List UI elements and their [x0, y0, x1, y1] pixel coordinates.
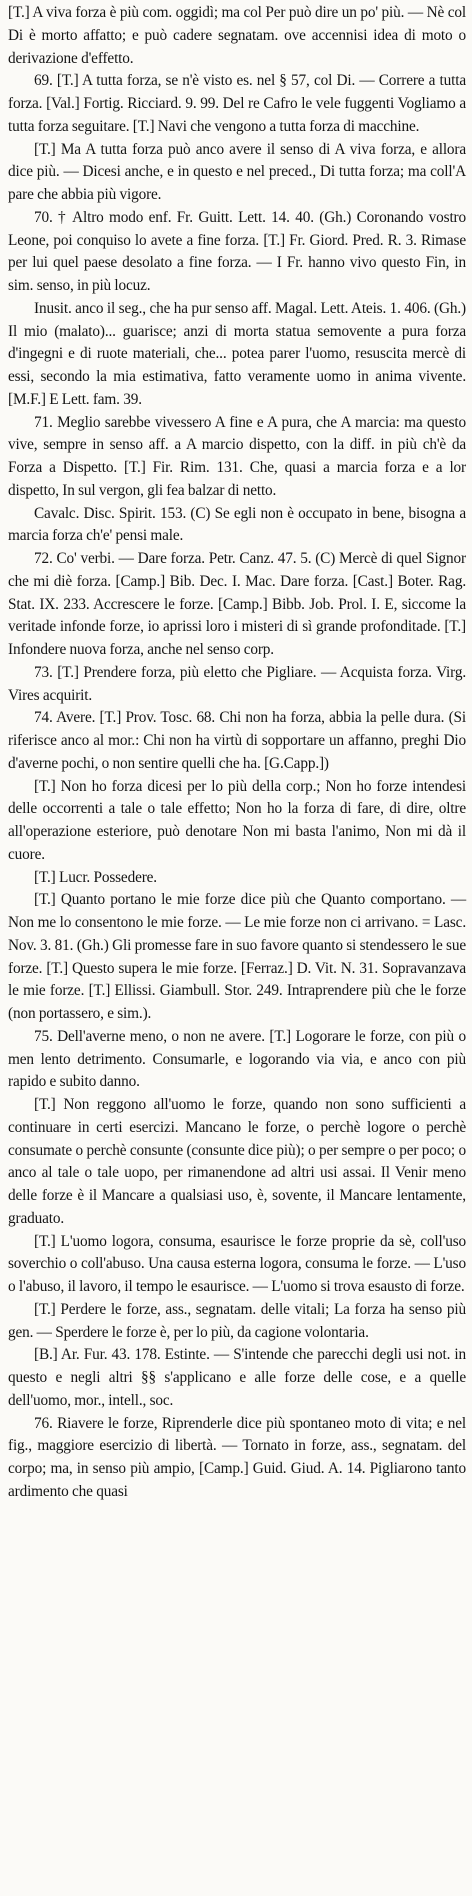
paragraph-74: 74. Avere. [T.] Prov. Tosc. 68. Chi non ha forza, abbia la pelle dura. (Si riferisce anco al mor.: Chi non ha virtù di sopportare un affanno, preghi Dio d'averne pochi, o non sentire quelli che ha. [G.Capp.]): [8, 709, 466, 772]
paragraph-76: 76. Riavere le forze, Riprenderle dice più spontaneo moto di vita; e nel fig., maggiore esercizio di libertà. — Tornato in forze, ass., segnatam. del corpo; ma, in senso più ampio, [Camp.] Guid. Giud. A. 14. Pigliarono tanto ardimento che quasi: [8, 1414, 466, 1500]
paragraph-75: 75. Dell'averne meno, o non ne avere. [T.] Logorare le forze, con più o men lento detrimento. Consumarle, e logorando via via, e anco con più rapido e subito danno.: [8, 1027, 466, 1091]
paragraph-75-note-c: [T.] Perdere le forze, ass., segnatam. delle vitali; La forza ha senso più gen. — Sperdere le forze è, per lo più, da cagione volontaria.: [8, 1300, 466, 1341]
paragraph-70: 70. † Altro modo enf. Fr. Guitt. Lett. 14. 40. (Gh.) Coronando vostro Leone, poi conquiso lo avete a fine forza. [T.] Fr. Giord. Pred. R. 3. Rimase per lui quel paese desolato a fine forza. — I Fr. hanno vivo questo Fin, in sim. senso, in più locuz.: [8, 208, 466, 294]
paragraph-69: 69. [T.] A tutta forza, se n'è visto es. nel § 57, col Di. — Correre a tutta forza. [Val.] Fortig. Ricciard. 9. 99. Del re Cafro le vele fuggenti Vogliamo a tutta forza seguitare. [T.] Navi che vengono a tutta forza di macchine.: [8, 72, 466, 135]
paragraph-74-note-a: [T.] Non ho forza dicesi per lo più della corp.; Non ho forze intendesi delle occorrenti a tale o tale effetto; Non ho la forza di fare, di dire, oltre all'operazione esteriore, può denotare Non mi basta l'animo, Non mi dà il cuore.: [8, 777, 466, 863]
paragraph-75-note-b: [T.] L'uomo logora, consuma, esaurisce le forze proprie da sè, coll'uso soverchio o coll'abuso. Una causa esterna logora, consuma le forze. — L'uso o l'abuso, il lavoro, il tempo le esaurisce. — L'uomo si trova esausto di forze.: [8, 1232, 466, 1295]
paragraph-72: 72. Co' verbi. — Dare forza. Petr. Canz. 47. 5. (C) Mercè di quel Signor che mi diè forza. [Camp.] Bib. Dec. I. Mac. Dare forza. [Cast.] Boter. Rag. Stat. IX. 233. Accrescere le forze. [Camp.] Bibb. Job. Prol. I. E, siccome la veritade infonde forze, io aprissi loro i misteri di sì grande profonditade. [T.] Infondere nuova forza, anche nel senso corp.: [8, 550, 466, 658]
paragraph-75-note-d: [B.] Ar. Fur. 43. 178. Estinte. — S'intende che parecchi degli usi not. in questo e negli altri §§ s'applicano e alle forze delle cose, e a quelle dell'uomo, mor., intell., soc.: [8, 1346, 466, 1409]
paragraph-71-note: Cavalc. Disc. Spirit. 153. (C) Se egli non è occupato in bene, bisogna a marcia forza ch'e' pensi male.: [8, 504, 466, 545]
paragraph-70-note: Inusit. anco il seg., che ha pur senso aff. Magal. Lett. Ateis. 1. 406. (Gh.) Il mio (malato)... guarisce; anzi di morta statua semovente a pura forza d'ingegni e di ruote materiali, che... potea parer l'uomo, resuscita mercè di essi, secondo la mia estimativa, fatto veramente uomo in anima vivente. [M.F.] E Lett. fam. 39.: [8, 299, 466, 408]
paragraph-74-note-b: [T.] Lucr. Possedere.: [34, 868, 157, 886]
paragraph-69-note: [T.] Ma A tutta forza può anco avere il senso di A viva forza, e allora dice più. — Dicesi anche, e in questo e nel preced., Di tutta forza; ma coll'A pare che abbia più vigore.: [8, 140, 466, 203]
paragraph-68-continuation: [T.] A viva forza è più com. oggidì; ma col Per può dire un po' più. — Nè col Di è morto affatto; e può cadere segnatam. ove accennisi idea di moto o derivazione d'effetto.: [8, 4, 466, 67]
paragraph-73: 73. [T.] Prendere forza, più eletto che Pigliare. — Acquista forza. Virg. Vires acquirit.: [8, 663, 466, 704]
paragraph-75-note-a: [T.] Non reggono all'uomo le forze, quando non sono sufficienti a continuare in certi esercizi. Mancano le forze, o perchè logore o perchè consumate o perchè consunte (consunte dice più); o per sempre o per poco; o anco al tale o tale uopo, per rimanendone ad altri usi assai. Il Venir meno delle forze è il Mancare a qualsiasi uso, è, sovente, il Mancare lentamente, graduato.: [8, 1096, 466, 1227]
paragraph-71: 71. Meglio sarebbe vivessero A fine e A pura, che A marcia: ma questo vive, sempre in senso aff. a A marcio dispetto, con la diff. in più ch'è da Forza a Dispetto. [T.] Fir. Rim. 131. Che, quasi a marcia forza e a lor dispetto, In sul vergon, gli fea balzar di netto.: [8, 413, 466, 499]
paragraph-74-note-c: [T.] Quanto portano le mie forze dice più che Quanto comportano. — Non me lo consentono le mie forze. — Le mie forze non ci arrivano. = Lasc. Nov. 3. 81. (Gh.) Gli promesse fare in suo favore quanto si stendessero le sue forze. [T.] Questo supera le mie forze. [Ferraz.] D. Vit. N. 31. Sopravanzava le mie forze. [T.] Ellissi. Giambull. Stor. 249. Intraprendere più che le forze (non portassero, e sim.).: [8, 891, 466, 1022]
